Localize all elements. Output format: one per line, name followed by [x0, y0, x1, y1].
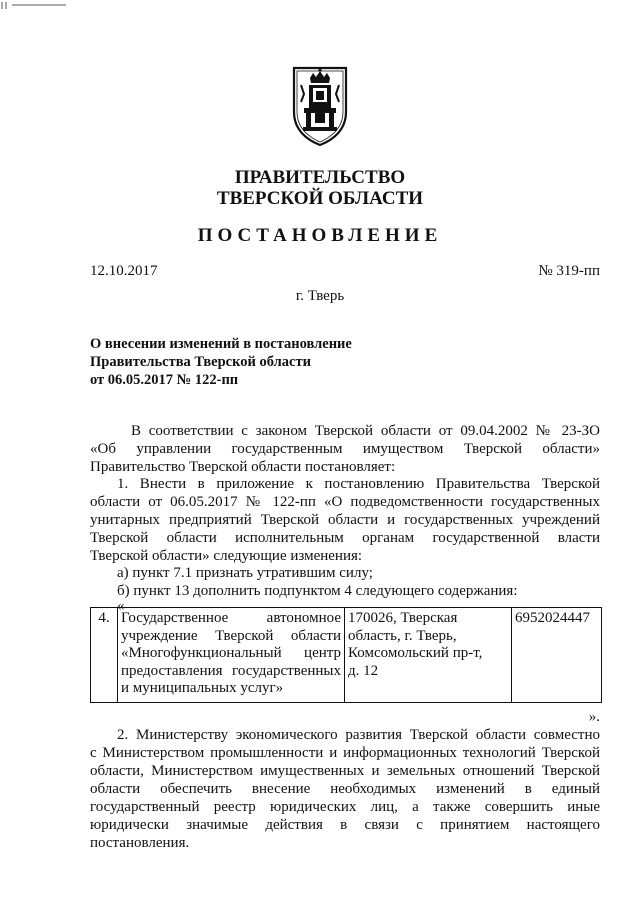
- paragraph-item1-line: унитарных предприятий Тверской области и государственных учреждений: [90, 512, 600, 528]
- paragraph-item1-line: области от 06.05.2017 № 122-пп «О подведомственности государственных: [90, 494, 600, 510]
- document-date: 12.10.2017: [90, 263, 158, 279]
- institution-name-line: «Многофункциональный центр: [121, 645, 341, 662]
- address-line: область, г. Тверь,: [348, 627, 457, 644]
- government-name-line1: ПРАВИТЕЛЬСТВО: [234, 167, 406, 188]
- paragraph-item2-line: области обеспечить внесение необходимых изменений в единый: [90, 781, 600, 797]
- paragraph-preamble-line: В соответствии с законом Тверской области от 09.04.2002 № 23-ЗО: [131, 423, 600, 439]
- row-number: 4.: [98, 610, 110, 626]
- document-type: ПОСТАНОВЛЕНИЕ: [197, 225, 443, 246]
- paragraph-item1-line: Тверской области» следующие изменения:: [90, 548, 363, 564]
- paragraph-item1-line: 1. Внести в приложение к постановлению Правительства Тверской: [117, 476, 600, 492]
- address-line: 170026, Тверская: [348, 610, 458, 626]
- document-title-line2: Правительства Тверской области: [90, 354, 311, 370]
- paragraph-preamble-line: Правительство Тверской области постановляет:: [90, 459, 396, 475]
- paragraph-preamble-line: «Об управлении государственным имуществом Тверской области»: [90, 441, 600, 457]
- paragraph-item2-line: с Министерством промышленности и информационных технологий Тверской: [90, 745, 600, 761]
- subitem-a: а) пункт 7.1 признать утратившим силу;: [117, 565, 373, 581]
- closing-quote: ».: [588, 709, 600, 725]
- paragraph-item2-line: юридически значимые действия в связи с принятием настоящего: [90, 817, 600, 833]
- scan-corner-mark: [0, 0, 70, 12]
- document-title-line3: от 06.05.2017 № 122-пп: [90, 372, 239, 388]
- document-title-line1: О внесении изменений в постановление: [90, 336, 352, 352]
- document-city: г. Тверь: [295, 288, 345, 304]
- paragraph-item1-line: Тверской области исполнительным органам государственной власти: [90, 530, 600, 546]
- opening-quote: «: [117, 598, 125, 614]
- document-number: № 319-пп: [538, 263, 600, 279]
- coat-of-arms-emblem: [291, 64, 349, 148]
- paragraph-item2-line: 2. Министерству экономического развития Тверской области совместно: [117, 727, 600, 743]
- inn-value: 6952024447: [515, 610, 590, 626]
- amendment-table: [90, 607, 602, 703]
- address-line: Комсомольский пр-т,: [348, 645, 483, 662]
- institution-name-line: предоставления государственных: [121, 662, 341, 679]
- paragraph-item2-line: области, Министерством имущественных и земельных отношений Тверской: [90, 763, 600, 779]
- table-cell-number: [91, 608, 118, 703]
- government-name-line2: ТВЕРСКОЙ ОБЛАСТИ: [216, 188, 424, 209]
- institution-name-line: и муниципальных услуг»: [121, 680, 284, 697]
- institution-name-line: учреждение Тверской области: [121, 627, 341, 644]
- paragraph-item2-line: постановления.: [90, 835, 190, 851]
- paragraph-item2-line: государственный реестр юридических лиц, а также совершить иные: [90, 799, 600, 815]
- institution-name-line: Государственное автономное: [121, 610, 341, 626]
- table-cell-institution: [118, 608, 345, 703]
- table-row: [91, 608, 602, 703]
- table-cell-inn: [512, 608, 602, 703]
- subitem-b: б) пункт 13 дополнить подпунктом 4 следующего содержания:: [117, 583, 518, 599]
- address-line: д. 12: [348, 662, 379, 679]
- table-cell-address: [345, 608, 512, 703]
